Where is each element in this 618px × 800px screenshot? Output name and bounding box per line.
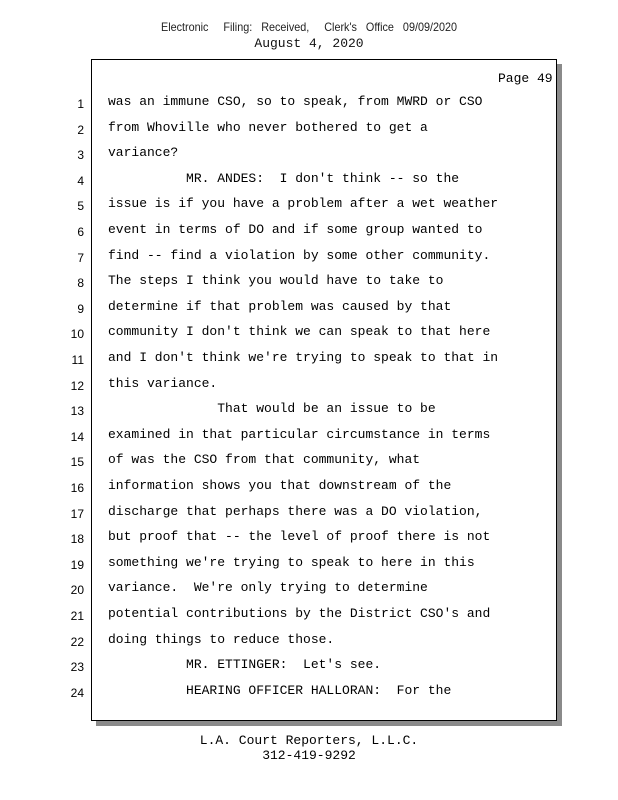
line-text: this variance. (108, 375, 218, 391)
transcript-line (0, 196, 618, 216)
line-number: 21 (70, 609, 84, 623)
line-text: potential contributions by the District CSO's and (108, 606, 491, 621)
reporter-company: L.A. Court Reporters, L.L.C. (199, 733, 419, 748)
line-number: 18 (70, 532, 84, 547)
hearing-date: August 4, 2020 (254, 36, 364, 51)
transcript-line (0, 94, 618, 114)
line-number: 24 (70, 685, 84, 700)
transcript-line (0, 324, 618, 344)
line-text: variance? (108, 145, 179, 161)
line-number: 1 (77, 97, 84, 111)
line-number: 13 (70, 404, 84, 419)
transcript-line (0, 350, 618, 370)
line-text: doing things to reduce those. (108, 631, 335, 647)
line-number: 22 (70, 634, 84, 649)
line-number: 4 (77, 173, 84, 188)
line-number: 8 (77, 276, 84, 291)
transcript-line (0, 606, 618, 626)
transcript-line (0, 299, 618, 319)
transcript-line (0, 145, 618, 165)
line-text: information shows you that downstream of the (108, 478, 452, 493)
line-number: 3 (77, 148, 84, 163)
line-text: The steps I think you would have to take to (108, 273, 444, 289)
line-text: was an immune CSO, so to speak, from MWRD or CSO (108, 94, 483, 109)
transcript-line (0, 657, 618, 677)
line-number: 20 (70, 583, 84, 598)
line-text: of was the CSO from that community, what (108, 452, 421, 468)
line-text: That would be an issue to be (108, 401, 436, 417)
line-text: and I don't think we're trying to speak to that in (108, 350, 499, 365)
line-text: MR. ETTINGER: Let's see. (108, 657, 382, 673)
transcript-line (0, 632, 618, 652)
transcript-line (0, 555, 618, 575)
line-number: 12 (70, 378, 84, 393)
line-text: discharge that perhaps there was a DO violation, (108, 503, 483, 519)
transcript-line (0, 222, 618, 242)
line-number: 10 (70, 327, 84, 342)
line-text: event in terms of DO and if some group wanted to (108, 222, 483, 237)
line-text: community I don't think we can speak to that here (108, 324, 491, 340)
line-text: but proof that -- the level of proof there is not (108, 529, 491, 545)
line-number: 15 (70, 455, 84, 470)
line-number: 11 (71, 353, 84, 367)
filing-stamp: Electronic Filing: Received, Clerk's Office 09/09/2020 (160, 20, 457, 34)
line-text: determine if that problem was caused by that (108, 298, 452, 314)
line-number: 19 (70, 557, 84, 572)
line-text: issue is if you have a problem after a wet weather (108, 196, 499, 212)
transcript-line (0, 248, 618, 268)
transcript-line (0, 376, 618, 396)
line-text: from Whoville who never bothered to get a (108, 119, 428, 135)
line-number: 14 (70, 429, 84, 444)
transcript-line (0, 683, 618, 703)
transcript-line (0, 478, 618, 498)
line-number: 16 (70, 481, 84, 495)
line-text: variance. We're only trying to determine (108, 580, 428, 596)
line-number: 5 (77, 199, 84, 214)
line-text: something we're trying to speak to here in this (108, 554, 475, 570)
line-number: 9 (77, 301, 84, 316)
line-number: 23 (70, 660, 84, 675)
line-text: examined in that particular circumstance in terms (108, 426, 491, 442)
line-number: 17 (70, 506, 84, 521)
transcript-line (0, 529, 618, 549)
line-text: find -- find a violation by some other community. (108, 247, 491, 263)
transcript-line (0, 504, 618, 524)
line-number: 6 (77, 225, 84, 239)
line-text: HEARING OFFICER HALLORAN: For the (108, 682, 452, 698)
transcript-line (0, 120, 618, 140)
line-text: MR. ANDES: I don't think -- so the (108, 170, 460, 186)
transcript-line (0, 580, 618, 600)
reporter-phone: 312-419-9292 (262, 748, 356, 763)
line-number: 7 (77, 250, 84, 265)
transcript-line (0, 273, 618, 293)
line-number: 2 (77, 122, 84, 137)
page-number: Page 49 (498, 71, 553, 86)
transcript-line (0, 401, 618, 421)
transcript-line (0, 452, 618, 472)
transcript-line (0, 427, 618, 447)
transcript-line (0, 171, 618, 191)
